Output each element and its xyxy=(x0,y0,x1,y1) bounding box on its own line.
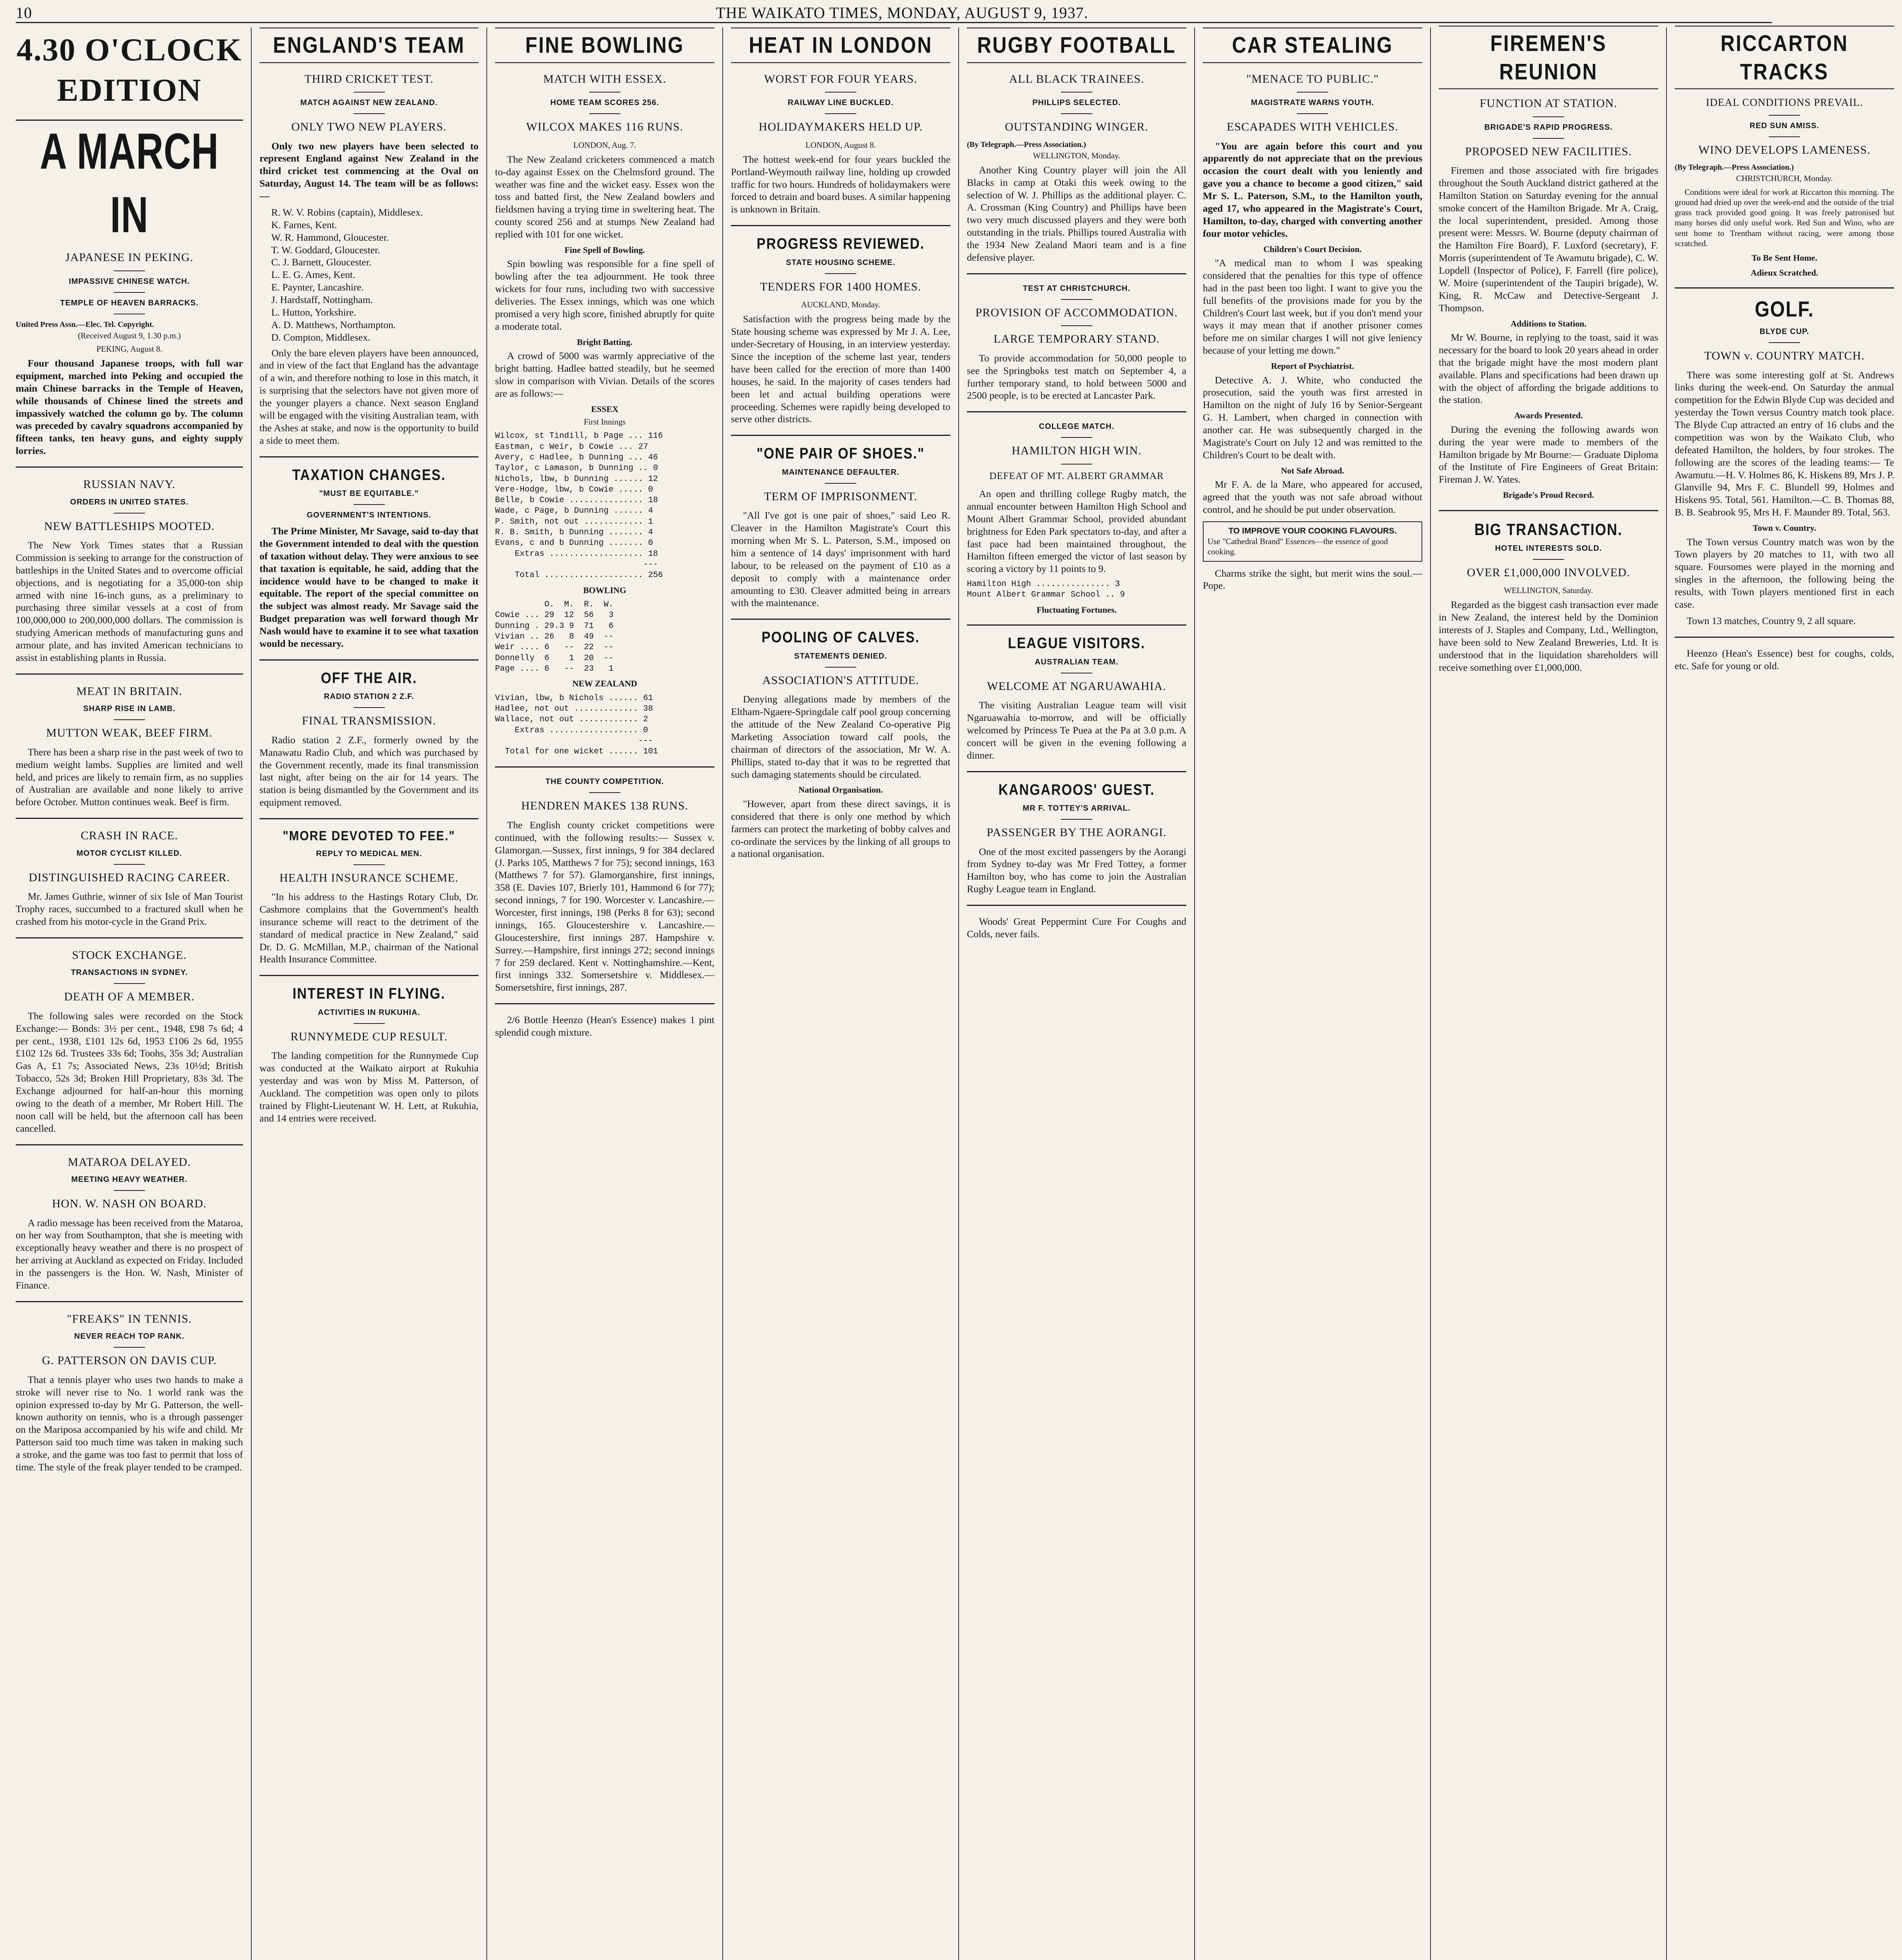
deck-temple: TEMPLE OF HEAVEN BARRACKS. xyxy=(60,298,199,307)
team-member: L. Hutton, Yorkshire. xyxy=(271,306,356,318)
article-body: Spin bowling was responsible for a fine spell of bowling after the tea adjournment. He took three wickets for four runs, including two with successive deliveries. The Essex innings, which was one which promised a very high score, finished abruptly for quite a moderate total. xyxy=(495,258,714,332)
deck: MAINTENANCE DEFAULTER. xyxy=(782,468,899,477)
deck: HOME TEAM SCORES 256. xyxy=(550,98,659,107)
deck: HEALTH INSURANCE SCHEME. xyxy=(279,871,459,884)
deck: BRIGADE'S RAPID PROGRESS. xyxy=(1484,123,1613,132)
advertisement: Heenzo (Hean's Essence) best for coughs, colds, etc. Safe for young or old. xyxy=(1675,647,1894,671)
headline-more-devoted: "MORE DEVOTED TO FEE." xyxy=(283,828,455,844)
advertisement: 2/6 Bottle Heenzo (Hean's Essence) makes 1 pint splendid cough mixture. xyxy=(495,1014,714,1038)
column-2 xyxy=(251,27,486,1960)
deck: HON. W. NASH ON BOARD. xyxy=(52,1197,207,1210)
deck: DISTINGUISHED RACING CAREER. xyxy=(29,871,230,884)
deck: MOTOR CYCLIST KILLED. xyxy=(76,849,182,858)
column-6 xyxy=(1194,27,1430,1960)
subhead: FUNCTION AT STATION. xyxy=(1480,97,1617,110)
deck: TOWN v. COUNTRY MATCH. xyxy=(1704,349,1865,362)
headline-fine-bowling: FINE BOWLING xyxy=(495,27,714,63)
subhead: IDEAL CONDITIONS PREVAIL. xyxy=(1706,96,1863,108)
deck: LARGE TEMPORARY STAND. xyxy=(994,332,1160,346)
article-body: "All I've got is one pair of shoes," said Leo R. Cleaver in the Hamilton Magistrate's Court this morning when Mr S. L. Paterson, S.M., imposed on him a sentence of 14 days' imprisonment with hard labour, to be released on the payment of £10 as a deposit to comply with a maintenance order amounting to £30. Cleaver admitted being in arrears with the maintenance. xyxy=(731,510,950,609)
team-member: E. Paynter, Lancashire. xyxy=(271,281,364,293)
team-member: J. Hardstaff, Nottingham. xyxy=(271,294,373,305)
headline-shoes: "ONE PAIR OF SHOES." xyxy=(756,445,925,463)
edition-banner: 4.30 O'CLOCK EDITION xyxy=(16,32,242,108)
article-body: Another King Country player will join the All Blacks in camp at Otaki this week owing to the selection of W. J. Phillips as the additional player. C. A. Crossman (King Country) and Phillips have been two very much discussed players and they were both outstanding in the trials. Phillips toured Australia with the 1934 New Zealand Maori team and is a fine defensive player. xyxy=(967,164,1186,263)
deck: MEETING HEAVY WEATHER. xyxy=(71,1175,188,1184)
dateline: LONDON, August 8. xyxy=(805,140,876,150)
column-8 xyxy=(1666,27,1902,1960)
masthead xyxy=(16,4,1772,23)
article-body: The landing competition for the Runnymede Cup was conducted at the Waikato airport at Rukuhia yesterday and was won by Miss M. Patterson, of Auckland. The competition was open only to pilots trained by Flight-Lieutenant W. H. Lett, at Rukuhia, and 14 entries were received. xyxy=(259,1050,479,1124)
subheading: Not Safe Abroad. xyxy=(1281,465,1344,475)
headline-stock: STOCK EXCHANGE. xyxy=(72,948,187,962)
deck: "MUST BE EQUITABLE." xyxy=(319,489,419,498)
article-body: Conditions were ideal for work at Riccarton this morning. The ground had dried up over the week-end and the outside of the trial grass track provided good going. It was freely patronised but many horses did only useful work. Red Sun and Wino, who are sent home to Trentham without racing, were among those scratched. xyxy=(1675,187,1894,248)
credit: (By Telegraph.—Press Association.) xyxy=(967,140,1086,149)
deck: RUNNYMEDE CUP RESULT. xyxy=(290,1030,448,1043)
subhead: THIRD CRICKET TEST. xyxy=(304,72,434,85)
article-body: Mr. James Guthrie, winner of six Isle of Man Tourist Trophy races, succumbed to a fractured skull when he crashed from his motor-cycle in the Grand Prix. xyxy=(16,891,243,927)
headline-heat-london: HEAT IN LONDON xyxy=(731,27,950,63)
headline-flying: INTEREST IN FLYING. xyxy=(292,985,446,1003)
article-body: Satisfaction with the progress being made by the State housing scheme was expressed by Mr J. A. Lee, under-Secretary of Housing, in an interview yesterday. Since the inception of the scheme last year, tenders have been called for the erection of more than 1400 houses, he said. In the majority of cases tenders had been let and actual building operations were proceeding. Schemes were rapidly being developed to serve other districts. xyxy=(731,313,950,425)
team-member: C. J. Barnett, Gloucester. xyxy=(271,256,372,268)
deck: NEVER REACH TOP RANK. xyxy=(74,1332,185,1341)
team-member: L. E. G. Ames, Kent. xyxy=(271,269,355,281)
deck: STATE HOUSING SCHEME. xyxy=(786,258,896,267)
headline-firemen: FIREMEN'S REUNION xyxy=(1439,25,1658,89)
columns xyxy=(16,27,1894,1960)
ad-title: TO IMPROVE YOUR COOKING FLAVOURS. xyxy=(1228,526,1397,535)
advertisement xyxy=(1203,521,1422,562)
article-body: The Prime Minister, Mr Savage, said to-day that the Government intended to deal with the question of taxation without delay. They were anxious to see that taxation is equitable, he said, adding that the incidence would have to be changed to make it equitable. The report of the special committee on the subject was almost ready. Mr Savage said the Budget preparation was well forward though Mr Nash would have to examine it to see what taxation would be necessary. xyxy=(259,525,479,649)
deck: STATEMENTS DENIED. xyxy=(794,652,887,661)
deck: DEATH OF A MEMBER. xyxy=(64,990,195,1004)
deck: ORDERS IN UNITED STATES. xyxy=(70,497,189,506)
quote: Charms strike the sight, but merit wins the soul.—Pope. xyxy=(1203,567,1422,592)
article-body: The New York Times states that a Russian Commission is seeking to arrange for the construction of battleships in the United States and to overcome official objections, and is negotiating for a 35,000-ton ship armed with nine 16-inch guns, as a preliminary to purchasing three similar vessels at a cost of from 100,000,000 to 200,000,000 dollars. The commission is studying American methods of manufacturing guns and armour plate, and has invited American technicians to assist in establishing plants in Russia. xyxy=(16,539,243,663)
article-body: Radio station 2 Z.F., formerly owned by the Manawatu Radio Club, and which was purchased by the Government recently, made its final transmission last night, after being on the air for 14 years. The station is being dismantled by the Government and its equipment removed. xyxy=(259,734,479,808)
article-body: The English county cricket competitions were continued, with the following results:— Sussex v. Glamorgan.—Sussex, first innings, 9 for 384 declared (J. Parks 105, Matthews 7 for 75); second innings, 163 (Matthews 7 for 57). Glamorganshire, first innings, 358 (E. Davies 107, Brierly 101, Hammond 6 for 77); second innings, 7 for 190. Worcester v. Lancashire.—Worcester, first innings, 198 (Perks 8 for 63); second innings, 165. Gloucestershire v. Lancashire.—Gloucestershire, first innings 287. Hampshire v. Surrey.—Hampshire, first innings 272; second innings 7 for 259 declared. Kent v. Nottinghamshire.—Kent, first innings 332. Somersetshire v. Middlesex.—Somersetshire, first innings, 287. xyxy=(495,819,714,993)
deck: AUSTRALIAN TEAM. xyxy=(1035,657,1119,666)
headline-off-the-air: OFF THE AIR. xyxy=(321,669,417,687)
deck: TENDERS FOR 1400 HOMES. xyxy=(760,280,921,293)
team-member: K. Farnes, Kent. xyxy=(271,219,337,230)
subheading: Town v. Country. xyxy=(1753,523,1816,533)
team-member: W. R. Hammond, Gloucester. xyxy=(271,231,389,243)
deck: NEW BATTLESHIPS MOOTED. xyxy=(44,519,215,533)
article-body: Firemen and those associated with fire brigades throughout the South Auckland district gathered at the Hamilton Station on Saturday evening for the annual smoke concert of the Hamilton Brigade. Mr A. Craig, the local superintendent, presided. Among those present were: Messrs. W. Bourne (deputy chairman of the Hamilton Fire Board), F. Luxford (secretary), F. Morris (superintendent of Te Awamutu brigade), C. W. Lopdell (Inspector of Police), F. Farrell (fire police), W. Moire (superintendent of the Taupiri brigade), W. King, R. McCaw and Detective-Sergeant J. Thompson. xyxy=(1439,165,1658,314)
article-body: The Town versus Country match was won by the Town players by 20 matches to 11, with two all square. Foursomes were played in the morning and singles in the afternoon, the following being the results, with Town players mentioned first in each case. xyxy=(1675,536,1894,610)
deck: G. PATTERSON ON DAVIS CUP. xyxy=(42,1354,217,1367)
deck: ESCAPADES WITH VEHICLES. xyxy=(1227,120,1398,133)
subheading: Additions to Station. xyxy=(1510,318,1587,328)
headline-car-stealing: CAR STEALING xyxy=(1203,27,1422,63)
headline-russian-navy: RUSSIAN NAVY. xyxy=(83,478,176,491)
deck: PROPOSED NEW FACILITIES. xyxy=(1465,145,1632,158)
deck: SHARP RISE IN LAMB. xyxy=(83,704,176,713)
dateline: LONDON, Aug. 7. xyxy=(573,140,636,150)
deck: WELCOME AT NGARUAWAHIA. xyxy=(987,679,1166,693)
deck: PASSENGER BY THE AORANGI. xyxy=(986,826,1167,839)
subheading: Awards Presented. xyxy=(1514,410,1583,421)
column-1 xyxy=(16,27,251,1960)
deck: TERM OF IMPRISONMENT. xyxy=(764,490,917,503)
deck: REPLY TO MEDICAL MEN. xyxy=(316,849,422,858)
subhead: ALL BLACK TRAINEES. xyxy=(1009,72,1144,85)
headline-freaks: "FREAKS" IN TENNIS. xyxy=(67,1312,192,1325)
dateline: WELLINGTON, Monday. xyxy=(1033,151,1121,160)
headline-college: COLLEGE MATCH. xyxy=(1039,422,1115,431)
article-body: "However, apart from these direct savings, it is considered that there is only one method by which farmers can protect the marketing of bobby calves and co-ordinate the services by the linking of all groups to a national organisation. xyxy=(731,798,950,860)
credit: (By Telegraph.—Press Association.) xyxy=(1675,163,1794,172)
dateline: PEKING, August 8. xyxy=(96,344,162,354)
deck: WILCOX MAKES 116 RUNS. xyxy=(526,120,684,133)
ad-body: Use "Cathedral Brand" Essences—the essence of good cooking. xyxy=(1208,537,1388,557)
deck: PHILLIPS SELECTED. xyxy=(1032,98,1121,107)
subheading: Bright Batting. xyxy=(577,337,633,347)
headline-test: TEST AT CHRISTCHURCH. xyxy=(1023,284,1131,293)
dateline: WELLINGTON, Saturday. xyxy=(1504,586,1593,595)
scorecard-nz: Vivian, lbw, b Nichols ...... 61 Hadlee, not out ............. 38 Wallace, not out ............ 2 Extras .................. 0 --- Total for one wicket ...... 101 xyxy=(495,693,658,757)
credit: United Press Assn.—Elec. Tel. Copyright. xyxy=(16,320,154,329)
headline-meat: MEAT IN BRITAIN. xyxy=(76,684,183,698)
deck: GOVERNMENT'S INTENTIONS. xyxy=(306,511,432,519)
dateline: CHRISTCHURCH, Monday. xyxy=(1736,174,1833,183)
headline-taxation: TAXATION CHANGES. xyxy=(292,466,446,484)
headline-calves: POOLING OF CALVES. xyxy=(762,629,920,646)
article-body: The New Zealand cricketers commenced a match to-day against Essex on the Chelmsford ground. The weather was fine and the wicket easy. Essex won the toss and batted first, the New Zealand bowlers and fieldsmen having a trying time in sweltering heat. The county scored 256 and at stumps New Zealand had replied with 101 for one wicket. xyxy=(495,153,714,240)
masthead-title: THE WAIKATO TIMES, MONDAY, AUGUST 9, 1937. xyxy=(716,4,1088,22)
deck: ASSOCIATION'S ATTITUDE. xyxy=(762,673,919,687)
article-body: Detective A. J. White, who conducted the prosecution, said the youth was first arrested in Hamilton on the night of July 16 by Senior-Sergeant G. H. Lambert, when charged in connection with another car. He was subsequently charged in the Magistrate's Court on July 12 and was remitted to the Children's Court to be dealt with. xyxy=(1203,374,1422,461)
article-body: "In his address to the Hastings Rotary Club, Dr. Cashmore complains that the Government's health insurance scheme will react to the detriment of the standard of medical practice in New Zealand," said Dr. D. G. McMillan, M.P., chairman of the National Health Insurance Committee. xyxy=(259,891,479,965)
match-score: Hamilton High ............... 3 Mount Albert Grammar School .. 9 xyxy=(967,580,1125,600)
deck: ACTIVITIES IN RUKUHIA. xyxy=(318,1008,420,1017)
article-body: A radio message has been received from the Mataroa, on her way from Southampton, that she is meeting with exceptionally heavy weather and there is no prospect of her arriving at Auckland as expected on Friday. Included in the passengers is the Hon. W. Nash, Minister of Finance. xyxy=(16,1217,243,1291)
subheading: Brigade's Proud Record. xyxy=(1503,490,1594,500)
subheading: Adieux Scratched. xyxy=(1750,267,1819,278)
article-body: Only the bare eleven players have been announced, and in view of the fact that England has the advantage of a win, and therefore nothing to lose in this match, it is surprising that the selectors have not given more of the younger players a chance. Next season England will be engaged with the visiting Australian team, with the Ashes at stake, and now is the opportunity to build a side to meet them. xyxy=(259,347,479,446)
subheading: Children's Court Decision. xyxy=(1263,244,1362,254)
article-body: "A medical man to whom I was speaking considered that the penalties for this type of offence had in the past been too light. I want to give you the full benefits of the provisions made for you by the Children's Court last week, but if you don't mend your ways it may mean that if another prisoner comes before me on similar charges I will not give leniency because of your letting me down." xyxy=(1203,257,1422,356)
subhead: WORST FOR FOUR YEARS. xyxy=(764,72,917,85)
article-body: One of the most excited passengers by the Aorangi from Sydney to-day was Mr Fred Tottey, a former Hamilton boy, who has come to join the Australian Rugby League team in England. xyxy=(967,846,1186,895)
deck: RADIO STATION 2 Z.F. xyxy=(324,692,414,701)
column-5 xyxy=(958,27,1194,1960)
subheading: National Organisation. xyxy=(798,785,883,795)
article-body: To provide accommodation for 50,000 people to see the Springboks test match on September 4, a further temporary stand, to hold between 5000 and 2500 people, is to be erected at Lancaster Park. xyxy=(967,352,1186,401)
deck: MAGISTRATE WARNS YOUTH. xyxy=(1251,98,1374,107)
deck: FINAL TRANSMISSION. xyxy=(302,714,436,728)
deck-impassive: IMPASSIVE CHINESE WATCH. xyxy=(69,277,190,286)
team-member: D. Compton, Middlesex. xyxy=(271,331,370,343)
team-member: R. W. V. Robins (captain), Middlesex. xyxy=(271,206,423,218)
article-body: An open and thrilling college Rugby match, the annual encounter between Hamilton High School and Mount Albert Grammar School, provided abundant brightness for Eden Park spectators to-day, and after a fast pace had been maintained throughout, the Hamilton fifteen emerged the victor of last season by scoring a victory by 11 points to 9. xyxy=(967,488,1186,575)
subheading: To Be Sent Home. xyxy=(1752,253,1817,263)
headline-mataroa: MATAROA DELAYED. xyxy=(67,1155,191,1169)
deck: MATCH AGAINST NEW ZEALAND. xyxy=(300,98,438,107)
team-list xyxy=(259,206,479,344)
deck: MUTTON WEAK, BEEF FIRM. xyxy=(46,726,213,740)
article-body: A crowd of 5000 was warmly appreciative of the bright batting. Hadlee batted steadily, but he seemed slow in comparison with Vivian. Details of the scores are as follows:— xyxy=(495,350,714,399)
headline-englands-team: ENGLAND'S TEAM xyxy=(259,27,479,63)
bowling-title: BOWLING xyxy=(583,585,627,595)
deck: HENDREN MAKES 138 RUNS. xyxy=(521,799,689,813)
article-body: The visiting Australian League team will visit Ngaruawahia to-morrow, and will be officially welcomed by Princess Te Puea at the Pa at 3.0 p.m. A concert will be given in the evening following a dinner. xyxy=(967,699,1186,761)
article-body: Town 13 matches, Country 9, 2 all square. xyxy=(1686,615,1856,626)
deck: HOLIDAYMAKERS HELD UP. xyxy=(758,120,923,133)
deck: OVER £1,000,000 INVOLVED. xyxy=(1467,566,1630,579)
subheading: Fluctuating Fortunes. xyxy=(1036,604,1117,615)
scorecard-essex: Wilcox, st Tindill, b Page ... 116 Eastman, c Weir, b Cowie ... 27 Avery, c Hadlee, b Dunning ... 46 Taylor, c Lamason, b Dunning .. 0 Nichols, lbw, b Dunning ...... 12 Vere-Hodge, lbw, b Cowie ..... 0 Belle, b Cowie ............... 18 Wade, c Page, b Dunning ...... 4 P. Smith, not out ............ 1 R. B. Smith, b Dunning ....... 4 Evans, c and b Dunning ....... 0 Extras ................... 18 --- Total .................... 256 xyxy=(495,432,663,580)
deck: HOTEL INTERESTS SOLD. xyxy=(1495,544,1602,553)
deck: RAILWAY LINE BUCKLED. xyxy=(788,98,894,107)
subhead: "MENACE TO PUBLIC." xyxy=(1246,72,1379,85)
deck: TRANSACTIONS IN SYDNEY. xyxy=(71,968,188,977)
headline-league: LEAGUE VISITORS. xyxy=(1008,635,1146,652)
team-member: T. W. Goddard, Gloucester. xyxy=(271,244,380,256)
headline-progress: PROGRESS REVIEWED. xyxy=(756,235,925,252)
article-body: Denying allegations made by members of the Eltham-Ngaere-Springdale calf pool group concerning the attitude of the New Zealand Co-operative Pig Marketing Association toward calf pools, the chairman of directors of the association, Mr W. A. Phillips, stated to-day that it was to be regretted that such damaging statements should be circulated. xyxy=(731,693,950,780)
headline-county: THE COUNTY COMPETITION. xyxy=(545,777,664,786)
received: (Received August 9, 1.30 p.m.) xyxy=(78,330,181,340)
article-body: Four thousand Japanese troops, with full war equipment, marched into Peking and occupied the main Chinese barracks in the Temple of Heaven, while thousands of Chinese lined the streets and impassively watched the column go by. The column was preceded by cavalry squadrons accompanied by fifteen tanks, ten heavy guns, and eighty supply lorries. xyxy=(16,358,243,457)
deck: MR F. TOTTEY'S ARRIVAL. xyxy=(1023,804,1131,813)
deck: DEFEAT OF MT. ALBERT GRAMMAR xyxy=(989,470,1164,481)
article-body: That a tennis player who uses two hands to make a stroke will never rise to No. 1 world rank was the opinion expressed to-day by Mr G. Patterson, the well-known authority on tennis, who is a through passenger on the Mariposa accompanied by his wife and child. Mr Patterson said too much time was taken in making such a stroke, and the game was too fast to permit that loss of time. The style of the freak player tended to be cramped. xyxy=(16,1374,243,1473)
column-4 xyxy=(722,27,958,1960)
scorecard-title: ESSEX xyxy=(591,404,618,414)
page-number: 10 xyxy=(16,4,32,22)
deck: PROVISION OF ACCOMMODATION. xyxy=(975,306,1178,319)
headline-rugby: RUGBY FOOTBALL xyxy=(967,27,1186,63)
article-body: Mr F. A. de la Mare, who appeared for accused, agreed that the youth was not safe abroad without control, and he should be put under observation. xyxy=(1203,479,1422,515)
subhead: MATCH WITH ESSEX. xyxy=(543,72,666,85)
headline-golf: GOLF. xyxy=(1755,297,1814,321)
advertisement: Woods' Great Peppermint Cure For Coughs and Colds, never fails. xyxy=(967,916,1186,940)
deck: BLYDE CUP. xyxy=(1759,327,1810,336)
subheading: Report of Psychiatrist. xyxy=(1271,361,1354,371)
article-body: Only two new players have been selected to represent England against New Zealand in the third cricket test commencing at the Oval on Saturday, August 14. The team will be as follows:— xyxy=(259,140,479,201)
subhead-japanese: JAPANESE IN PEKING. xyxy=(65,251,194,264)
deck: WINO DEVELOPS LAMENESS. xyxy=(1698,143,1871,156)
article-body: The following sales were recorded on the Stock Exchange:— Bonds: 3½ per cent., 1948, £98 7s 6d; 4 per cent., 1938, £101 12s 6d, 1953 £106 2s 6d, 1955 £102 12s 6d. Trustees 33s 6d; Toohs, 35s 3d; Australian Gas A, £1 7s; Associated News, 23s 10½d; British Tobacco, 52s 3d; Broken Hill Proprietary, 83s 3d. The Exchange adjourned for half-an-hour this morning owing to the death of a member, Mr Robert Hill. The noon call will be held, but the afternoon call has been cancelled. xyxy=(16,1010,243,1134)
headline-riccarton: RICCARTON TRACKS xyxy=(1675,25,1894,89)
article-body: During the evening the following awards won during the year were made to members of the Hamilton brigade by Mr Bourne:— Graduate Diploma of the Institute of Fire Engineers of Great Britain: Fireman J. W. Yates. xyxy=(1439,423,1658,485)
dateline: AUCKLAND, Monday. xyxy=(801,300,881,310)
deck: ONLY TWO NEW PLAYERS. xyxy=(291,120,447,133)
article-body: "You are again before this court and you apparently do not appreciate that on the previous occasion the court dealt with you leniently and gave you a chance to become a good citizen," said Mr S. L. Paterson, S.M., to the Hamilton youth, aged 17, who appeared in the Magistrate's Court, Hamilton, to-day, charged with converting another four motor vehicles. xyxy=(1203,140,1422,239)
headline-crash: CRASH IN RACE. xyxy=(80,829,178,842)
column-3 xyxy=(486,27,722,1960)
article-body: There has been a sharp rise in the past week of two to medium weight lambs. Supplies are limited and well held, and prices are likely to remain firm, as no supplies of Australian are available and none likely to arrive before October. Mutton continues weak. Beef is firm. xyxy=(16,746,243,808)
nz-title: NEW ZEALAND xyxy=(572,679,637,689)
article-body: Regarded as the biggest cash transaction ever made in New Zealand, the interest held by the Dominion interests of J. Staples and Company, Ltd., Wellington, have been sold to New Zealand Breweries, Ltd. It is understood that in the liquidation shareholders will receive something over £1,000,000. xyxy=(1439,599,1658,673)
headline-march: A MARCH IN xyxy=(40,123,219,243)
scorecard-sub: First Innings xyxy=(584,417,626,427)
article-body: Mr W. Bourne, in replying to the toast, said it was necessary for the board to look 20 years ahead in order that the brigade might have the most modern plant available. Plans and specifications had been drawn up with the object of affording the brigade additions to the station. xyxy=(1439,332,1658,406)
headline-big-transaction: BIG TRANSACTION. xyxy=(1474,520,1623,539)
bowling-figures: O. M. R. W. Cowie ... 29 12 56 3 Dunning . 29.3 9 71 6 Vivian .. 26 8 49 -- Weir .... 6 -- 22 -- Donnelly 6 1 20 -- Page .... 6 -- 23 1 xyxy=(495,600,614,673)
deck: HAMILTON HIGH WIN. xyxy=(1012,444,1142,457)
article-body: The hottest week-end for four years buckled the Portland-Weymouth railway line, holding up crowded traffic for two hours. Hundreds of holidaymakers were forced to detrain and board buses. A similar happening is unknown in Britain. xyxy=(731,153,950,215)
deck: RED SUN AMISS. xyxy=(1750,121,1819,130)
deck: OUTSTANDING WINGER. xyxy=(1004,120,1148,133)
headline-kangaroos: KANGAROOS' GUEST. xyxy=(998,781,1155,799)
team-member: A. D. Matthews, Northampton. xyxy=(271,319,396,330)
column-7 xyxy=(1430,27,1666,1960)
subheading: Fine Spell of Bowling. xyxy=(564,245,645,255)
article-body: There was some interesting golf at St. Andrews links during the week-end. On Saturday the annual competition for the Edwin Blyde Cup was decided and yesterday the Town versus Country match took place. The Blyde Cup attracted an entry of 16 clubs and the competition was won by the Waikato Club, who defeated Hamilton, the holders, by four strokes. The following are the scores of the leading teams:— Te Awamutu.—H. V. Holmes 86, K. Hiskens 89, Mrs J. P. Glanville 94, Mrs F. C. Blundell 99, Holmes and Hiskens 95. Total, 561. Hamilton.—C. B. Thomas 88, B. B. Seabrook 95, Mrs H. F. Maunder 89. Total, 563. xyxy=(1675,369,1894,518)
